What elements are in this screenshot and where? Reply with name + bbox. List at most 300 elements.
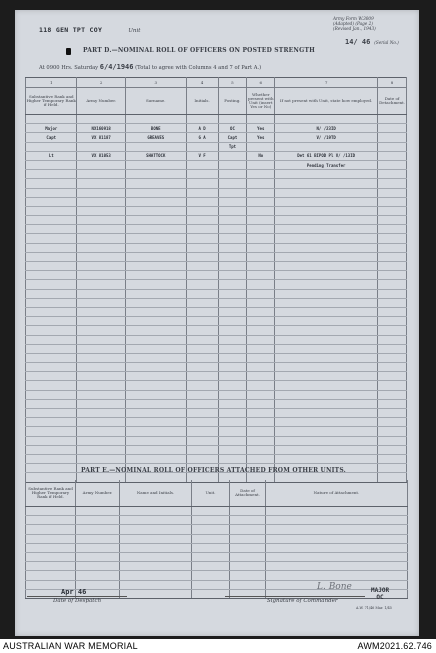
table-cell [247, 436, 275, 445]
column-header-row [26, 480, 408, 507]
table-cell [125, 454, 186, 463]
table-row [26, 454, 407, 463]
table-cell [378, 326, 407, 335]
table-cell [218, 243, 247, 252]
form-reference [333, 16, 376, 32]
table-cell [186, 271, 218, 280]
table-cell [218, 307, 247, 316]
table-cell [378, 243, 407, 252]
table-cell [378, 271, 407, 280]
table-cell [125, 418, 186, 427]
table-cell [186, 399, 218, 408]
table-cell [266, 543, 408, 552]
table-cell [275, 280, 378, 289]
table-cell [125, 436, 186, 445]
table-cell [186, 179, 218, 188]
table-cell [218, 317, 247, 326]
table-cell: Capt [26, 133, 77, 142]
table-row [26, 307, 407, 316]
table-cell [275, 409, 378, 418]
table-cell [378, 335, 407, 344]
form-ref-line: (Revised Jan., 1943) [333, 26, 376, 32]
column-header: Date of Detachment. [378, 88, 407, 115]
table-cell [125, 326, 186, 335]
column-header: Date of Attachment. [230, 480, 266, 507]
table-cell [247, 363, 275, 372]
table-cell [26, 344, 77, 353]
table-cell [186, 115, 218, 124]
table-row [26, 151, 407, 160]
table-cell [186, 234, 218, 243]
table-cell [247, 344, 275, 353]
table-cell [275, 344, 378, 353]
table-cell [247, 353, 275, 362]
table-cell [26, 353, 77, 362]
table-cell: V/ /19TD [275, 133, 378, 142]
table-row [26, 252, 407, 261]
table-cell: SHATTOCK [125, 151, 186, 160]
column-number: 7 [275, 78, 378, 88]
table-cell [186, 335, 218, 344]
form-ref-line: (Adapted) (Page 2) [333, 21, 373, 27]
table-cell [125, 243, 186, 252]
table-cell [218, 115, 247, 124]
table-cell [120, 516, 192, 525]
table-cell [192, 552, 230, 561]
table-cell [218, 335, 247, 344]
form-sheet [15, 10, 419, 636]
table-cell: Yes [247, 124, 275, 133]
table-cell [218, 170, 247, 179]
table-cell [378, 151, 407, 160]
table-row [26, 142, 407, 151]
table-cell: VX 81053 [77, 151, 125, 160]
table-cell [378, 197, 407, 206]
table-cell [26, 562, 76, 571]
table-row [26, 115, 407, 124]
column-header: Substantive Rank and Higher Temporary Rank if Held. [26, 88, 77, 115]
table-cell [186, 418, 218, 427]
table-cell [77, 243, 125, 252]
table-cell [247, 335, 275, 344]
column-number: 8 [378, 78, 407, 88]
table-cell [125, 188, 186, 197]
table-cell [378, 436, 407, 445]
table-cell [186, 289, 218, 298]
table-cell [275, 262, 378, 271]
caption-bar [0, 639, 436, 653]
table-cell [186, 225, 218, 234]
table-cell [125, 289, 186, 298]
rank-line: MAJOR [371, 587, 390, 594]
signature-line [225, 596, 365, 597]
table-cell [186, 353, 218, 362]
column-header: Army Number. [76, 480, 120, 507]
table-cell [186, 445, 218, 454]
table-cell [120, 543, 192, 552]
table-cell [378, 353, 407, 362]
table-cell [26, 543, 76, 552]
table-cell [77, 390, 125, 399]
table-cell [218, 188, 247, 197]
table-cell [378, 280, 407, 289]
table-cell [76, 516, 120, 525]
table-cell [77, 188, 125, 197]
table-cell [26, 206, 77, 215]
table-cell [125, 372, 186, 381]
table-cell [76, 552, 120, 561]
table-cell [378, 464, 407, 473]
table-cell [218, 418, 247, 427]
table-cell [266, 507, 408, 516]
table-cell [120, 534, 192, 543]
table-cell [266, 525, 408, 534]
table-cell [378, 427, 407, 436]
column-number: 5 [218, 78, 247, 88]
table-cell [26, 436, 77, 445]
table-cell [218, 160, 247, 169]
table-cell [378, 170, 407, 179]
column-header: Substantive Rank and Higher Temporary Rank if Held. [26, 480, 76, 507]
table-cell [247, 142, 275, 151]
table-cell [77, 298, 125, 307]
table-cell [266, 552, 408, 561]
table-cell [26, 160, 77, 169]
table-cell [218, 234, 247, 243]
table-cell [378, 289, 407, 298]
table-cell [76, 507, 120, 516]
table-cell [77, 170, 125, 179]
table-cell [378, 234, 407, 243]
table-cell [125, 317, 186, 326]
table-cell [125, 390, 186, 399]
table-cell [77, 436, 125, 445]
table-cell [26, 445, 77, 454]
table-cell [218, 372, 247, 381]
table-cell [247, 206, 275, 215]
table-cell [218, 427, 247, 436]
table-cell [186, 454, 218, 463]
table-cell [26, 363, 77, 372]
table-row [26, 390, 407, 399]
table-cell [125, 197, 186, 206]
table-cell [247, 381, 275, 390]
table-cell: G A [186, 133, 218, 142]
table-row [26, 534, 408, 543]
column-header-row [26, 88, 407, 115]
table-cell [218, 363, 247, 372]
table-cell [275, 326, 378, 335]
date-value: 6/4/1946 [99, 63, 134, 71]
table-cell [275, 363, 378, 372]
table-cell [275, 335, 378, 344]
table-cell [77, 335, 125, 344]
table-cell [186, 197, 218, 206]
table-cell [247, 399, 275, 408]
table-cell [247, 271, 275, 280]
table-cell [192, 571, 230, 580]
table-cell [26, 197, 77, 206]
column-header: Posting. [218, 88, 247, 115]
table-row [26, 298, 407, 307]
table-cell [26, 525, 76, 534]
form-ref-line: Army Form W.3009 [333, 16, 374, 21]
unit-line [39, 26, 140, 34]
table-cell [275, 353, 378, 362]
table-cell [378, 363, 407, 372]
table-cell [76, 543, 120, 552]
table-cell [247, 188, 275, 197]
table-cell [275, 390, 378, 399]
table-row [26, 335, 407, 344]
table-cell [275, 179, 378, 188]
column-header: If not present with Unit, state how employed. [275, 88, 378, 115]
table-row [26, 445, 407, 454]
table-cell [186, 363, 218, 372]
table-cell [125, 252, 186, 261]
table-cell: OC [218, 124, 247, 133]
table-cell [275, 399, 378, 408]
table-cell [247, 216, 275, 225]
table-cell [26, 409, 77, 418]
table-cell [125, 225, 186, 234]
part-e-title: PART E.—NOMINAL ROLL OF OFFICERS ATTACHED FROM OTHER UNITS. [81, 467, 346, 474]
table-cell: Det 61 BIPOD Pl V/ /13ID [275, 151, 378, 160]
rank-line: OC [376, 594, 384, 601]
table-cell [275, 115, 378, 124]
table-cell [77, 252, 125, 261]
table-row [26, 317, 407, 326]
table-cell [26, 243, 77, 252]
table-cell [218, 353, 247, 362]
table-cell: No [247, 151, 275, 160]
table-row [26, 543, 408, 552]
table-cell [77, 353, 125, 362]
table-cell [186, 243, 218, 252]
table-cell [230, 534, 266, 543]
column-header: Whether present with Unit (insert Yes or No) [247, 88, 275, 115]
table-cell [26, 115, 77, 124]
table-cell [218, 445, 247, 454]
table-cell [26, 271, 77, 280]
table-cell [76, 534, 120, 543]
column-number: 6 [247, 78, 275, 88]
column-number: 2 [77, 78, 125, 88]
table-cell [26, 335, 77, 344]
table-cell [26, 464, 77, 473]
table-cell [218, 326, 247, 335]
table-cell [77, 381, 125, 390]
table-cell [26, 381, 77, 390]
table-row [26, 507, 408, 516]
table-cell [77, 115, 125, 124]
table-cell [120, 552, 192, 561]
table-row [26, 160, 407, 169]
part-d-table [25, 77, 407, 483]
table-row [26, 262, 407, 271]
table-cell [125, 445, 186, 454]
table-cell [186, 409, 218, 418]
table-row [26, 243, 407, 252]
subtitle-prefix: At 0900 Hrs. Saturday [39, 65, 99, 71]
part-d-title: PART D.—NOMINAL ROLL OF OFFICERS ON POSTED STRENGTH [83, 47, 315, 54]
table-cell [218, 252, 247, 261]
table-cell [218, 289, 247, 298]
table-row [26, 289, 407, 298]
table-cell [77, 454, 125, 463]
column-number: 1 [26, 78, 77, 88]
table-cell [77, 225, 125, 234]
table-cell [77, 363, 125, 372]
table-cell [77, 427, 125, 436]
table-row [26, 418, 407, 427]
table-cell [186, 436, 218, 445]
table-row [26, 234, 407, 243]
table-cell [26, 179, 77, 188]
table-cell [275, 289, 378, 298]
table-cell [218, 399, 247, 408]
table-cell [192, 534, 230, 543]
table-cell [125, 344, 186, 353]
table-cell [186, 206, 218, 215]
table-cell [378, 381, 407, 390]
table-cell [26, 289, 77, 298]
table-cell [230, 525, 266, 534]
table-cell [125, 262, 186, 271]
table-cell [186, 170, 218, 179]
table-cell [275, 170, 378, 179]
table-cell [26, 399, 77, 408]
unit-value: 118 GEN TPT COY [39, 26, 103, 34]
table-cell [77, 160, 125, 169]
table-cell [26, 516, 76, 525]
table-row [26, 381, 407, 390]
table-cell [186, 317, 218, 326]
table-cell [275, 317, 378, 326]
column-header: Initials. [186, 88, 218, 115]
table-cell [120, 507, 192, 516]
table-cell [275, 418, 378, 427]
table-cell: Pending Transfer [275, 160, 378, 169]
despatch-label: Date of Despatch [53, 598, 102, 604]
despatch-value: Apr 46 [61, 588, 87, 596]
table-cell [275, 298, 378, 307]
table-cell [247, 234, 275, 243]
table-cell [192, 525, 230, 534]
table-cell [218, 344, 247, 353]
table-cell [247, 326, 275, 335]
table-cell [125, 381, 186, 390]
table-cell [230, 580, 266, 589]
table-cell [275, 372, 378, 381]
table-cell [266, 562, 408, 571]
table-cell: N/ /23ID [275, 124, 378, 133]
table-cell [247, 372, 275, 381]
table-cell [218, 271, 247, 280]
table-cell: BONE [125, 124, 186, 133]
table-cell [247, 179, 275, 188]
table-cell [218, 151, 247, 160]
table-cell [275, 252, 378, 261]
table-cell [218, 179, 247, 188]
table-cell [192, 543, 230, 552]
table-cell [125, 307, 186, 316]
table-cell [218, 409, 247, 418]
table-cell [192, 580, 230, 589]
table-cell [247, 454, 275, 463]
table-cell [77, 445, 125, 454]
table-cell [77, 418, 125, 427]
table-cell [120, 589, 192, 598]
table-cell [266, 534, 408, 543]
table-cell [120, 525, 192, 534]
table-cell [247, 252, 275, 261]
table-cell [77, 326, 125, 335]
table-cell [275, 445, 378, 454]
table-cell [275, 188, 378, 197]
table-row [26, 271, 407, 280]
table-cell [247, 262, 275, 271]
table-cell [192, 516, 230, 525]
table-cell [125, 142, 186, 151]
table-cell [77, 197, 125, 206]
table-cell [26, 280, 77, 289]
table-cell [77, 409, 125, 418]
table-row [26, 571, 408, 580]
table-cell [378, 252, 407, 261]
table-cell [230, 543, 266, 552]
table-cell [125, 160, 186, 169]
table-cell [125, 335, 186, 344]
table-cell [26, 507, 76, 516]
table-cell [186, 344, 218, 353]
table-cell [76, 571, 120, 580]
table-cell [125, 115, 186, 124]
table-cell [125, 280, 186, 289]
table-cell [275, 216, 378, 225]
column-header: Name and Initials. [120, 480, 192, 507]
table-cell [247, 307, 275, 316]
table-cell [275, 454, 378, 463]
table-cell [186, 188, 218, 197]
column-number: 4 [186, 78, 218, 88]
table-cell [125, 298, 186, 307]
table-cell [186, 372, 218, 381]
table-cell [125, 353, 186, 362]
table-cell [275, 271, 378, 280]
table-cell [218, 298, 247, 307]
table-cell [26, 170, 77, 179]
table-cell [247, 170, 275, 179]
table-row [26, 436, 407, 445]
table-cell [186, 381, 218, 390]
table-cell [378, 298, 407, 307]
table-cell [125, 399, 186, 408]
column-header: Surname. [125, 88, 186, 115]
table-cell [378, 133, 407, 142]
table-row [26, 179, 407, 188]
table-cell [26, 372, 77, 381]
table-cell [378, 445, 407, 454]
table-row [26, 280, 407, 289]
table-cell [275, 225, 378, 234]
table-cell [125, 234, 186, 243]
table-cell [77, 179, 125, 188]
table-cell [125, 206, 186, 215]
table-cell: Capt [218, 133, 247, 142]
commander-signature: L. Bone [317, 582, 352, 592]
table-cell [26, 298, 77, 307]
